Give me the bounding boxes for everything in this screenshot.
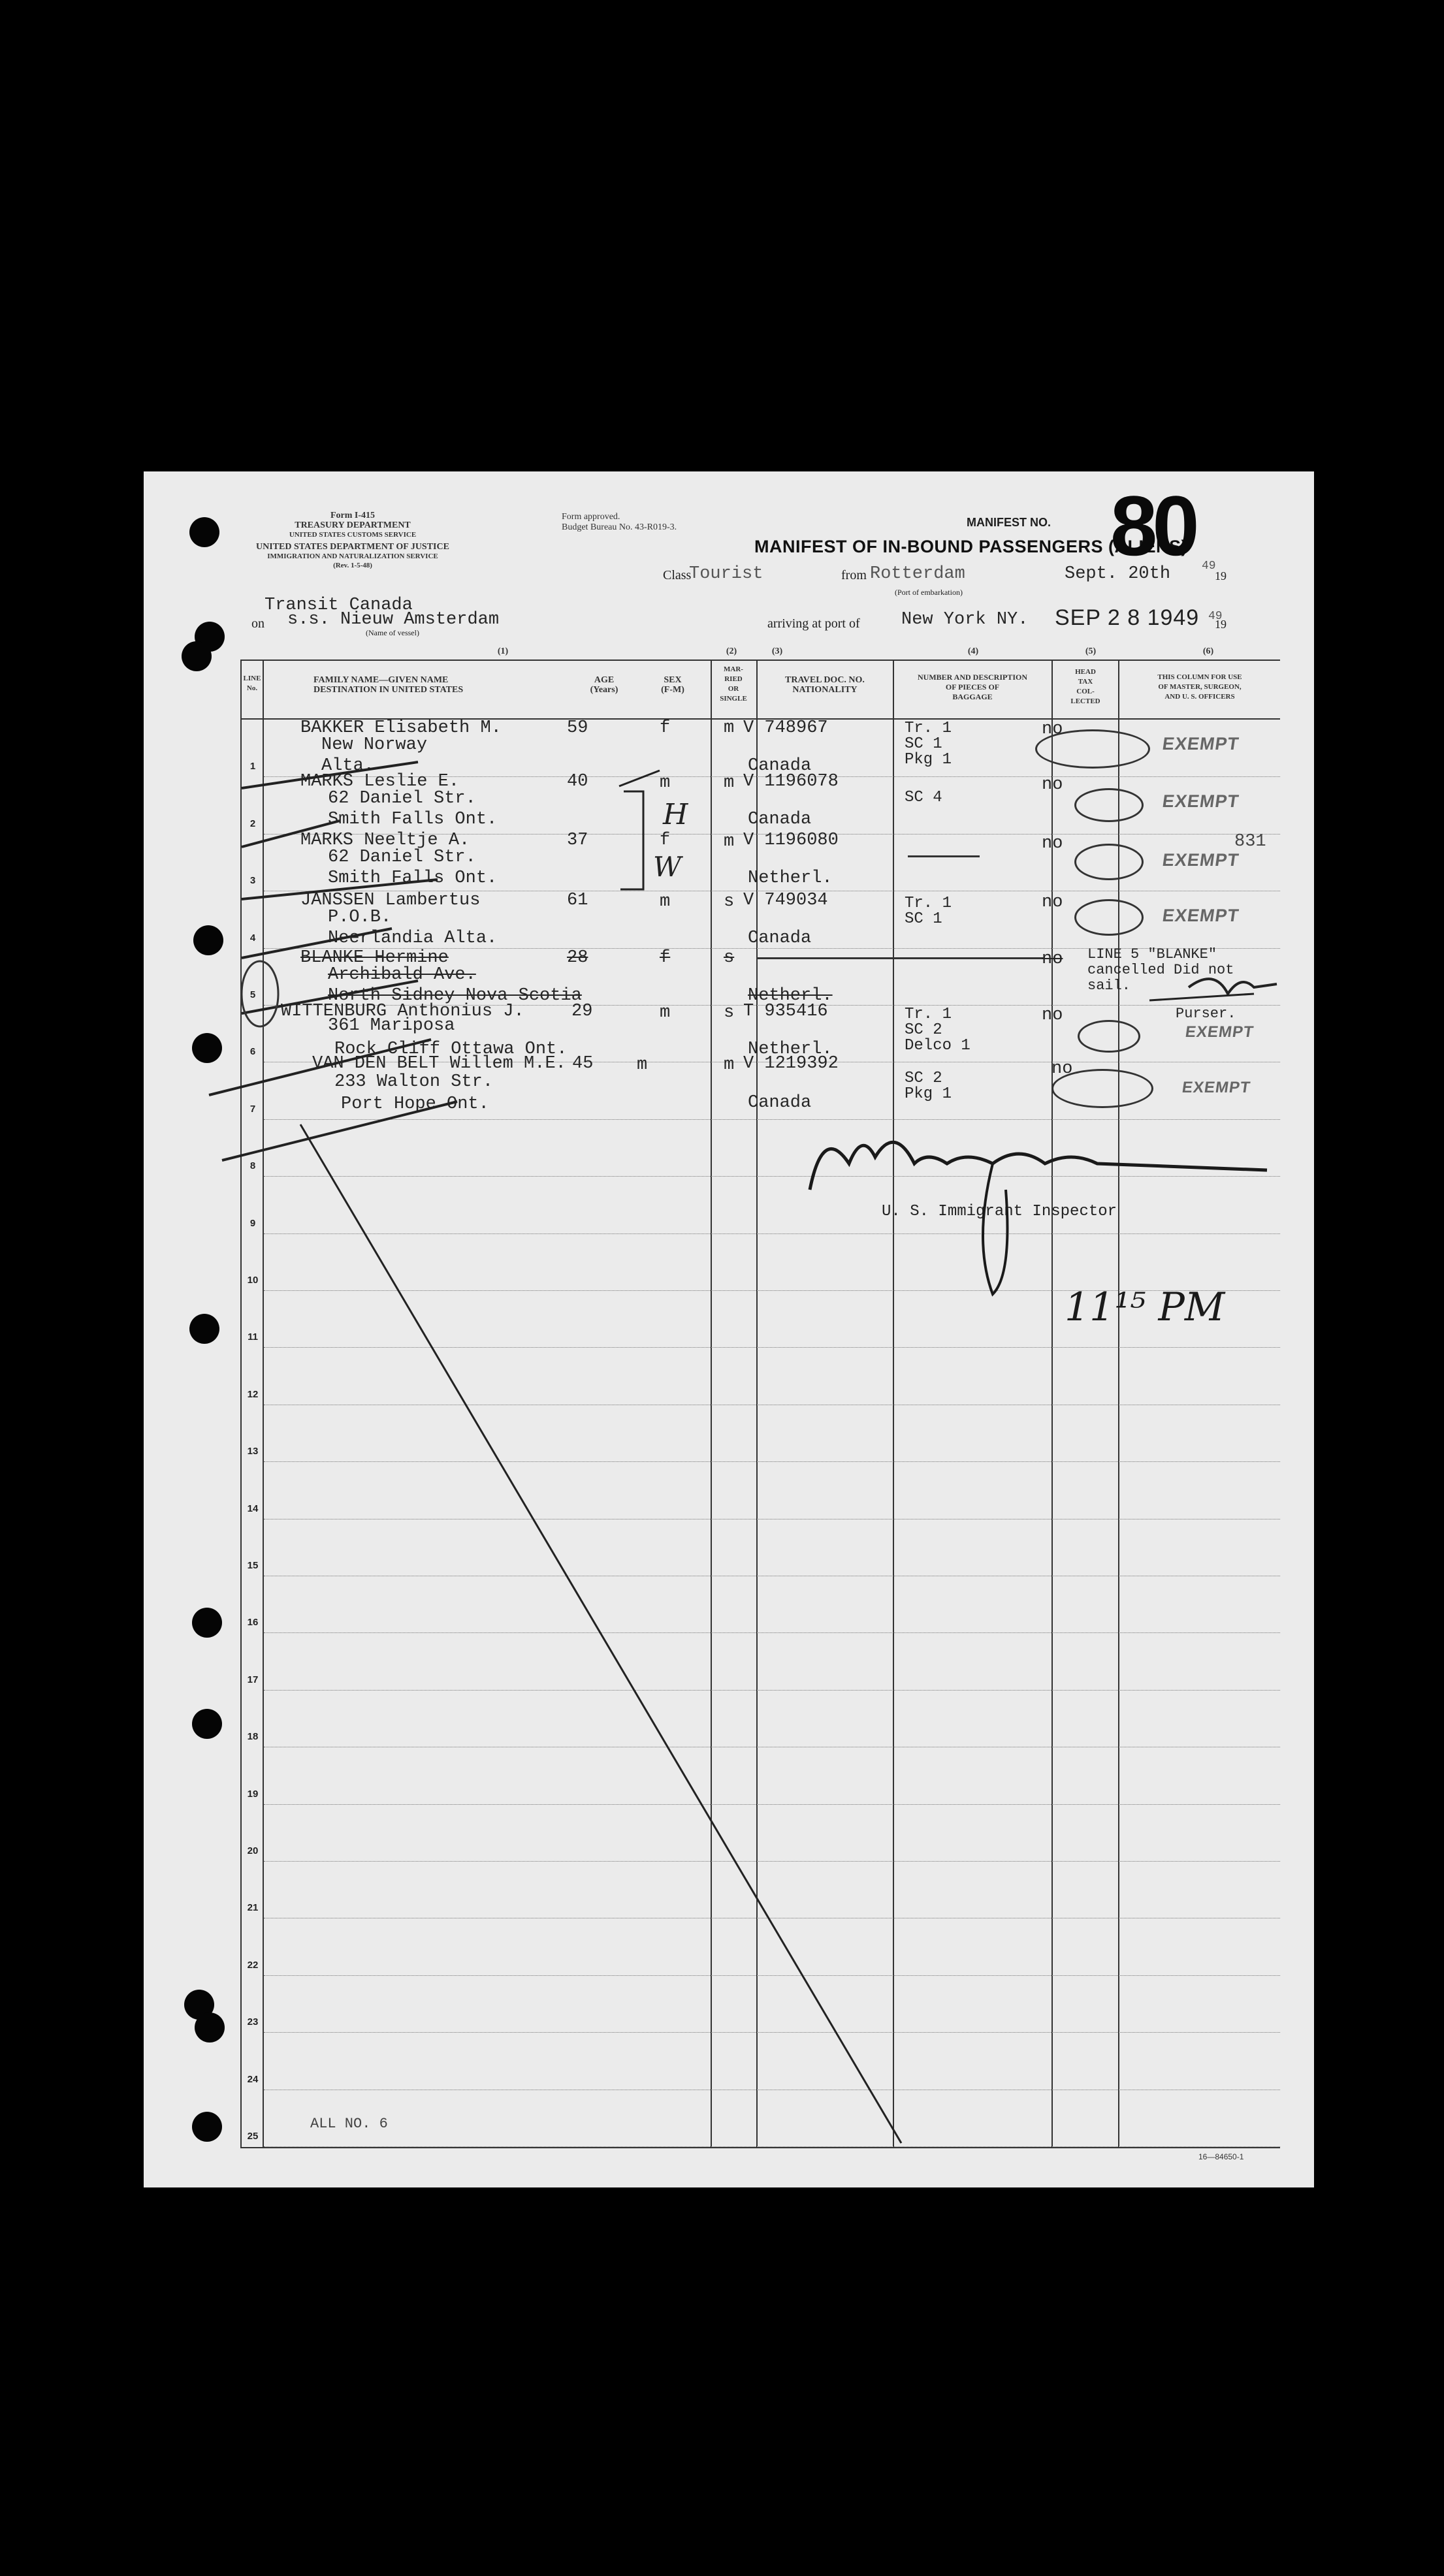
passenger-sex: f <box>660 831 671 850</box>
row-number: 14 <box>247 1503 259 1514</box>
row-number: 5 <box>249 989 256 1000</box>
passenger-address: Port Hope Ont. <box>341 1094 489 1114</box>
passenger-nationality: Netherl. <box>748 986 833 1006</box>
passenger-nationality: Canada <box>748 810 812 829</box>
passenger-doc: V 1219392 <box>743 1054 839 1073</box>
inspector-label: U. S. Immigrant Inspector <box>882 1203 1117 1220</box>
header-line-no: LINE No. <box>243 675 261 692</box>
row-number: 18 <box>247 1731 259 1743</box>
ins-service: IMMIGRATION AND NATURALIZATION SERVICE <box>267 552 438 560</box>
purser-label: Purser. <box>1176 1006 1236 1022</box>
passenger-marital: s <box>724 892 735 912</box>
manifest-title: MANIFEST OF IN-BOUND PASSENGERS (ALIENS) <box>754 537 1188 556</box>
check-stroke <box>242 929 392 958</box>
passenger-doc: V 749034 <box>743 891 828 910</box>
passenger-address: 62 Daniel Str. <box>328 848 476 867</box>
class-label: Class <box>663 568 692 582</box>
port-of-embarkation: Rotterdam <box>870 564 965 584</box>
number-831: 831 <box>1234 832 1266 851</box>
row-number: 6 <box>249 1046 256 1058</box>
w-mark: W <box>653 851 682 883</box>
passenger-baggage: Tr. 1 <box>905 720 952 737</box>
passenger-marital: m <box>724 718 735 738</box>
passenger-address: North Sidney Nova Scotia <box>328 986 582 1006</box>
row-number: 9 <box>249 1217 256 1229</box>
check-stroke <box>242 981 418 1013</box>
header-name: FAMILY NAME—GIVEN NAME DESTINATION IN UNITED STATES <box>313 675 464 695</box>
row-number: 21 <box>247 1902 259 1914</box>
passenger-baggage: SC 4 <box>905 789 942 806</box>
exempt-stamp: EXEMPT <box>1161 734 1241 754</box>
passenger-name: BLANKE Hermine <box>300 948 449 968</box>
arriving-label: arriving at port of <box>767 616 860 631</box>
passenger-marital: s <box>724 1003 735 1023</box>
row-number: 16 <box>247 1617 259 1629</box>
exempt-stamp: EXEMPT <box>1161 791 1241 811</box>
head-tax-value: no <box>1042 775 1063 795</box>
customs-service: UNITED STATES CUSTOMS SERVICE <box>289 531 417 539</box>
passenger-baggage: Pkg 1 <box>905 1085 952 1103</box>
head-tax-value: no <box>1042 949 1063 969</box>
header-baggage: NUMBER AND DESCRIPTION OF PIECES OF BAGGAGE <box>917 673 1028 701</box>
justice-dept: UNITED STATES DEPARTMENT OF JUSTICE <box>256 542 449 552</box>
port-embarkation-caption: (Port of embarkation) <box>895 588 963 597</box>
passenger-baggage: Pkg 1 <box>905 751 952 769</box>
passenger-name: WITTENBURG Anthonius J. <box>281 1002 524 1021</box>
header-head-tax: HEAD TAX COL- LECTED <box>1070 668 1100 705</box>
head-tax-value: no <box>1042 834 1063 853</box>
passenger-address: Archibald Ave. <box>328 965 476 985</box>
passenger-address: Rock Cliff Ottawa Ont. <box>334 1040 568 1059</box>
head-tax-value: no <box>1051 1059 1073 1079</box>
passenger-age: 45 <box>572 1054 594 1073</box>
passenger-baggage: Tr. 1 <box>905 895 952 912</box>
passenger-address: Smith Falls Ont. <box>328 810 498 829</box>
passenger-name: MARKS Leslie E. <box>300 772 460 791</box>
class-value: Tourist <box>689 564 763 584</box>
passenger-name: JANSSEN Lambertus <box>300 891 481 910</box>
passenger-marital: s <box>724 948 735 968</box>
manifest-page <box>144 471 1314 2187</box>
diagonal-cancel-line <box>300 1124 901 2143</box>
year-prefix-2: 19 <box>1215 618 1227 631</box>
col-num-4: (4) <box>967 646 979 656</box>
passenger-marital: m <box>724 1055 735 1075</box>
row-number: 24 <box>247 2073 259 2085</box>
passenger-address: P.O.B. <box>328 908 392 927</box>
check-stroke <box>242 762 418 788</box>
row-number: 10 <box>247 1275 259 1286</box>
family-bracket <box>620 791 643 889</box>
treasury-dept: TREASURY DEPARTMENT <box>295 520 411 530</box>
passenger-sex: f <box>660 718 671 738</box>
row-number: 15 <box>247 1560 259 1571</box>
passenger-marital: m <box>724 773 735 793</box>
col-num-6: (6) <box>1202 646 1214 656</box>
header-travel-doc: TRAVEL DOC. NO. NATIONALITY <box>785 675 865 695</box>
passenger-address: Neerlandia Alta. <box>328 929 498 948</box>
circle-mark <box>242 961 278 1026</box>
port-of-arrival: New York NY. <box>901 610 1029 629</box>
row-number: 17 <box>247 1674 259 1685</box>
row-number: 4 <box>249 932 256 944</box>
check-stroke <box>242 880 438 899</box>
exempt-stamp: EXEMPT <box>1161 906 1241 925</box>
header-officers: THIS COLUMN FOR USE OF MASTER, SURGEON, AND U. S. OFFICERS <box>1157 673 1242 701</box>
passenger-age: 61 <box>567 891 588 910</box>
handwriting-layer <box>144 471 1314 2187</box>
passenger-nationality: Netherl. <box>748 868 833 888</box>
passenger-sex: m <box>637 1055 648 1075</box>
passenger-sex: m <box>660 1003 671 1023</box>
passenger-nationality: Canada <box>748 929 812 948</box>
passenger-address: 361 Mariposa <box>328 1016 455 1036</box>
passenger-nationality: Canada <box>748 756 812 776</box>
col-num-3: (3) <box>771 646 783 656</box>
exempt-stamp: EXEMPT <box>1184 1023 1255 1041</box>
manifest-no-label: MANIFEST NO. <box>967 516 1051 529</box>
row-number: 2 <box>249 818 256 829</box>
check-stroke <box>242 821 340 847</box>
row-number: 3 <box>249 875 256 887</box>
transit-note: Transit Canada <box>265 596 413 615</box>
year-prefix-1: 19 <box>1215 569 1227 582</box>
head-tax-value: no <box>1042 720 1063 739</box>
exempt-stamp: EXEMPT <box>1181 1079 1252 1096</box>
passenger-age: 29 <box>571 1002 593 1021</box>
row-number: 25 <box>247 2131 259 2142</box>
head-tax-value: no <box>1042 893 1063 912</box>
cancel-note: LINE 5 "BLANKE" cancelled Did not sail. <box>1087 946 1234 994</box>
row-number: 7 <box>249 1103 256 1115</box>
row-number: 1 <box>249 761 256 772</box>
passenger-name: BAKKER Elisabeth M. <box>300 718 502 738</box>
budget-bureau: Budget Bureau No. 43-R019-3. <box>562 522 677 532</box>
exempt-stamp: EXEMPT <box>1161 850 1241 870</box>
footer-code: 16—84650-1 <box>1198 2152 1244 2161</box>
row-number: 19 <box>247 1788 259 1800</box>
vessel-caption: (Name of vessel) <box>366 628 419 637</box>
passenger-address: Smith Falls Ont. <box>328 868 498 888</box>
passenger-name: VAN DEN BELT Willem M.E. <box>312 1054 566 1073</box>
manifest-number: 80 <box>1110 478 1195 573</box>
passenger-marital: m <box>724 832 735 851</box>
row-number: 23 <box>247 2016 259 2028</box>
row-number: 11 <box>248 1331 258 1343</box>
passenger-sex: f <box>660 948 671 968</box>
passenger-age: 40 <box>567 772 588 791</box>
passenger-address: New Norway <box>321 735 428 755</box>
inspector-signature <box>810 1142 1267 1190</box>
header-sex: SEX (F-M) <box>661 675 684 695</box>
head-tax-value: no <box>1042 1006 1063 1025</box>
passenger-baggage: SC 2 <box>905 1070 942 1087</box>
passenger-age: 59 <box>567 718 588 738</box>
passenger-age: 28 <box>567 948 588 968</box>
row-number: 22 <box>247 1959 259 1971</box>
revision: (Rev. 1-5-48) <box>333 562 372 569</box>
arrival-date-stamp: SEP 2 8 1949 <box>1055 605 1200 630</box>
form-approved: Form approved. <box>562 512 620 522</box>
row-number: 8 <box>249 1160 256 1172</box>
all-number-note: ALL NO. 6 <box>310 2116 388 2132</box>
passenger-baggage: SC 2 <box>905 1021 942 1039</box>
passenger-age: 37 <box>567 831 588 850</box>
passenger-nationality: Netherl. <box>748 1040 833 1059</box>
col-num-2: (2) <box>726 646 737 656</box>
passenger-nationality: Canada <box>748 1093 812 1113</box>
passenger-address: 233 Walton Str. <box>334 1072 494 1092</box>
col-num-5: (5) <box>1085 646 1097 656</box>
passenger-baggage: SC 1 <box>905 735 942 753</box>
passenger-name: MARKS Neeltje A. <box>300 831 470 850</box>
h-mark: H <box>663 798 688 831</box>
year-suffix-2: 49 <box>1208 610 1223 623</box>
year-suffix-1: 49 <box>1202 560 1216 573</box>
passenger-baggage: SC 1 <box>905 910 942 928</box>
time-note: 11¹⁵ PM <box>1065 1284 1225 1330</box>
header-married: MAR- RIED OR SINGLE <box>720 665 747 703</box>
col-num-1: (1) <box>497 646 509 656</box>
row-number: 20 <box>247 1845 259 1856</box>
check-stroke <box>209 1040 431 1095</box>
form-number: Form I-415 <box>330 511 376 520</box>
passenger-doc: V 748967 <box>743 718 828 738</box>
from-label: from <box>841 568 867 582</box>
purser-signature <box>1189 979 1277 994</box>
on-label: on <box>251 616 265 631</box>
passenger-baggage: Tr. 1 <box>905 1006 952 1023</box>
row-number: 13 <box>247 1446 259 1457</box>
check-stroke <box>222 1102 457 1160</box>
vessel-name: s.s. Nieuw Amsterdam <box>287 610 500 629</box>
passenger-doc: V 1196078 <box>743 772 839 791</box>
passenger-doc: V 1196080 <box>743 831 839 850</box>
passenger-address: Alta. <box>321 756 375 776</box>
passenger-baggage: Delco 1 <box>905 1037 971 1055</box>
departure-date: Sept. 20th <box>1065 564 1171 584</box>
passenger-address: 62 Daniel Str. <box>328 789 476 808</box>
header-age: AGE (Years) <box>590 675 618 695</box>
passenger-sex: m <box>660 892 671 912</box>
passenger-sex: m <box>660 773 671 793</box>
passenger-doc: T 935416 <box>743 1002 828 1021</box>
row-number: 12 <box>247 1388 259 1400</box>
